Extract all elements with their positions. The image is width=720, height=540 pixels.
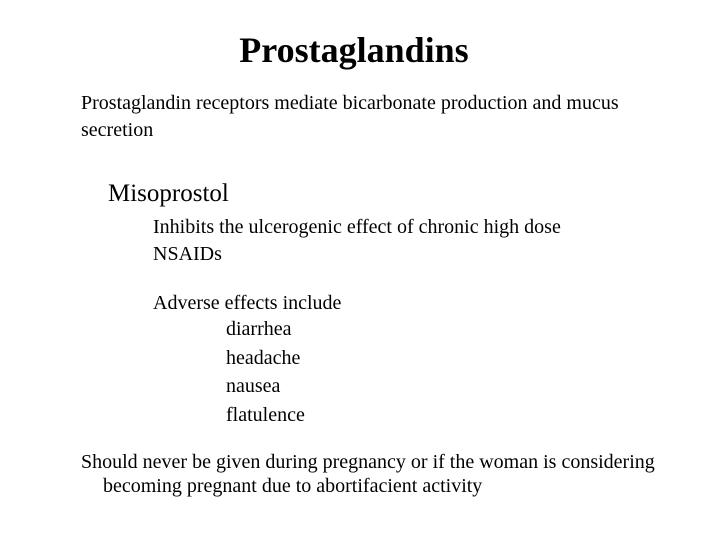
drug-effect-text: Inhibits the ulcerogenic effect of chronic high dose NSAIDs	[153, 216, 561, 265]
intro-text: Prostaglandin receptors mediate bicarbonate production and mucus secretion	[81, 92, 619, 141]
adverse-effect-item: flatulence	[226, 403, 305, 426]
adverse-effects-section	[153, 291, 553, 429]
adverse-effects-title: Adverse effects include	[153, 292, 342, 314]
pregnancy-warning: Should never be given during pregnancy or if the woman is considering becoming pregnant due to abortifacient activity	[81, 451, 655, 497]
adverse-effect-item: headache	[226, 346, 301, 369]
drug-name: Misoprostol	[108, 180, 229, 207]
adverse-effect-item: nausea	[226, 375, 281, 397]
slide-title: Prostaglandins	[239, 30, 469, 70]
adverse-effect-item: diarrhea	[226, 318, 292, 340]
adverse-effects-list	[153, 315, 553, 429]
